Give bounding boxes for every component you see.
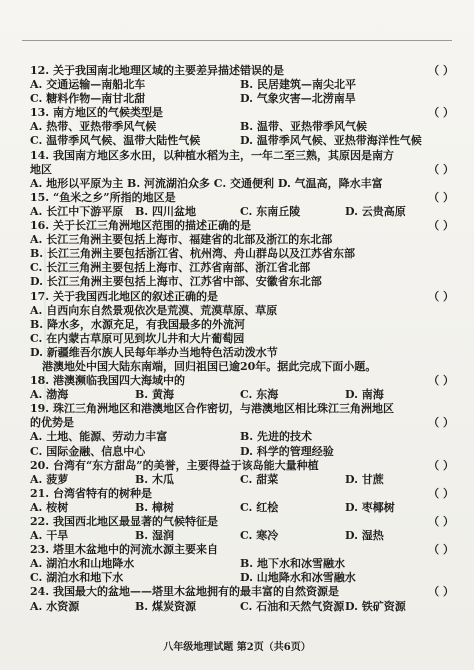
answer-option[interactable]: D. 温带季风气候、亚热带海洋性气候 [240,134,422,148]
answer-option[interactable]: B. 黄海 [135,388,174,402]
answer-option[interactable]: C. 甜菜 [240,472,279,486]
answer-option[interactable]: C. 东南丘陵 [240,204,301,218]
answer-option[interactable]: D. 南海 [345,388,384,402]
answer-bracket[interactable]: （ ） [428,515,454,528]
answer-option[interactable]: A. 地形以平原为主 B. 河流湖泊众多 C. 交通便利 D. 气温高，降水丰富 [30,176,383,190]
question-text: 21. 台湾省特有的树种是 [30,486,152,500]
option-row [30,78,450,92]
option-row [30,430,450,444]
answer-option[interactable]: D. 气象灾害—北涝南旱 [240,92,356,106]
answer-option[interactable]: A. 菠萝 [30,472,69,486]
answer-option[interactable]: A. 自西向东自然景观依次是荒漠、荒漠草原、草原 [30,303,278,317]
question-text: 13. 南方地区的气候类型是 [30,106,163,120]
answer-bracket[interactable]: （ ） [428,458,454,472]
answer-option[interactable]: D. 铁矿资源 [345,599,406,613]
answer-option[interactable]: A. 桉树 [30,500,69,514]
answer-bracket[interactable]: （ ） [428,543,454,557]
answer-bracket[interactable]: （ ） [428,162,454,176]
answer-option[interactable]: C. 东海 [240,388,279,402]
question-text: 的优势是 [30,416,74,430]
answer-option[interactable]: D. 云贵高原 [345,204,406,218]
option-row [30,473,450,487]
answer-option[interactable]: B. 四川盆地 [135,204,196,218]
question-stem [30,458,454,473]
answer-option[interactable]: D. 湿热 [345,529,384,543]
question-text: 19. 珠江三角洲地区和港澳地区合作密切，与港澳地区相比珠江三角洲地区 [30,402,394,416]
option-row [30,134,450,148]
answer-option[interactable]: A. 长江三角洲主要包括上海市、福建省的北部及浙江的东北部 [30,233,333,247]
answer-option[interactable]: A. 渤海 [30,388,69,402]
answer-option[interactable]: C. 寒冷 [240,529,279,543]
question-stem-continued [30,416,454,430]
question-text: 15. “鱼米之乡”所指的地区是 [30,190,176,204]
answer-option[interactable]: D. 山地降水和冰雪融水 [240,571,356,585]
option-row [30,557,450,571]
answer-bracket[interactable]: （ ） [428,289,454,303]
answer-option[interactable]: C. 石油和天然气资源 [240,599,345,613]
answer-option[interactable]: D. 甘蔗 [345,472,384,486]
question-text: 17. 关于我国西北地区的叙述正确的是 [30,289,218,303]
answer-option[interactable]: B. 长江三角洲主要包括浙江省、杭州湾、舟山群岛以及江苏省东部 [30,247,355,261]
question-stem [30,149,450,163]
question-stem [30,190,454,205]
answer-option[interactable]: A. 土地、能源、劳动力丰富 [30,430,168,444]
question-stem [30,486,454,501]
option-row [30,529,450,543]
top-divider [22,40,452,41]
answer-option[interactable]: B. 煤炭资源 [135,599,196,613]
question-stem [30,515,454,529]
question-stem [30,64,454,78]
question-stem [30,585,454,599]
answer-bracket[interactable]: （ ） [428,585,454,599]
answer-option[interactable]: C. 国际金融、信息中心 [30,444,146,458]
answer-option[interactable]: D. 科学的管理经验 [240,444,334,458]
answer-option[interactable]: A. 交通运输—南船北车 [30,78,146,92]
option-list [30,233,450,289]
option-list [30,177,450,191]
question-text: 12. 关于我国南北地理区域的主要差异描述错误的是 [30,64,284,77]
option-row [30,445,450,459]
question-stem [30,289,454,304]
material-intro: 港澳地处中国大陆东南端，回归祖国已逾20年。据此完成下面小题。 [42,359,377,373]
answer-option[interactable]: A. 干旱 [30,529,69,543]
answer-option[interactable]: A. 长江中下游平原 [30,204,124,218]
answer-bracket[interactable]: （ ） [428,416,454,430]
question-text: 20. 台湾有“东方甜岛”的美誉，主要得益于该岛能大量种植 [30,458,319,472]
question-stem [30,219,454,233]
question-stem [30,543,454,557]
question-text: 18. 港澳濒临我国四大海域中的 [30,374,185,388]
answer-option[interactable]: C. 糖料作物—南甘北甜 [30,92,146,106]
answer-bracket[interactable]: （ ） [428,374,454,388]
answer-option[interactable]: C. 长江三角洲主要包括上海市、江苏省南部、浙江省北部 [30,261,311,275]
option-list [30,304,450,360]
option-row [30,205,450,219]
question-text: 23. 塔里木盆地中的河流水源主要来自 [30,543,218,557]
option-row [30,388,450,402]
answer-option[interactable]: B. 降水多，水源充足，有我国最多的外流河 [30,317,245,331]
question-text: 地区 [30,162,52,176]
answer-option[interactable]: C. 红桧 [240,500,279,514]
question-text: 14. 我国南方地区多水田，以种植水稻为主，一年二至三熟，其原因是南方 [30,148,394,162]
answer-option[interactable]: B. 湿润 [135,529,174,543]
answer-option[interactable]: B. 温带、亚热带季风气候 [240,120,367,134]
answer-bracket[interactable]: （ ） [428,64,454,77]
answer-option[interactable]: A. 水资源 [30,599,80,613]
answer-option[interactable]: B. 樟树 [135,500,174,514]
answer-option[interactable]: B. 地下水和冰雪融水 [240,557,345,571]
option-row [30,600,450,614]
option-row [30,501,450,515]
answer-option[interactable]: C. 在内蒙古草原可见到坎儿井和大片葡萄园 [30,331,245,345]
option-row [30,92,450,106]
page-footer: 八年级地理试题 第2页（共6页） [163,642,311,653]
question-text: 22. 我国西北地区最显著的气候特征是 [30,515,218,528]
answer-option[interactable]: B. 民居建筑—南尖北平 [240,78,356,92]
question-stem [30,106,454,120]
answer-option[interactable]: B. 木瓜 [135,472,174,486]
answer-option[interactable]: C. 湖泊水和地下水 [30,571,124,585]
question-text: 24. 我国最大的盆地——塔里木盆地拥有的最丰富的自然资源是 [30,585,339,599]
answer-option[interactable]: A. 湖泊水和山地降水 [30,557,135,571]
answer-option[interactable]: B. 先进的技术 [240,430,312,444]
answer-bracket[interactable]: （ ） [428,190,454,204]
answer-option[interactable]: A. 热带、亚热带季风气候 [30,120,157,134]
question-stem [30,402,450,416]
question-stem-continued [30,162,454,177]
answer-option[interactable]: D. 长江三角洲主要包括上海市、江苏省中部、安徽省东北部 [30,275,322,289]
question-text: 16. 关于长江三角洲地区范围的描述正确的是 [30,219,251,233]
answer-bracket[interactable]: （ ） [428,486,454,500]
answer-bracket[interactable]: （ ） [428,106,454,120]
option-row [30,120,450,134]
answer-option[interactable]: D. 新疆维吾尔族人民每年举办当地特色活动泼水节 [30,345,278,359]
answer-bracket[interactable]: （ ） [428,219,454,233]
question-stem [30,374,454,388]
answer-option[interactable]: C. 温带季风气候、温带大陆性气候 [30,134,201,148]
option-row [30,571,450,585]
answer-option[interactable]: D. 枣椰树 [345,500,395,514]
question-list [30,64,454,614]
